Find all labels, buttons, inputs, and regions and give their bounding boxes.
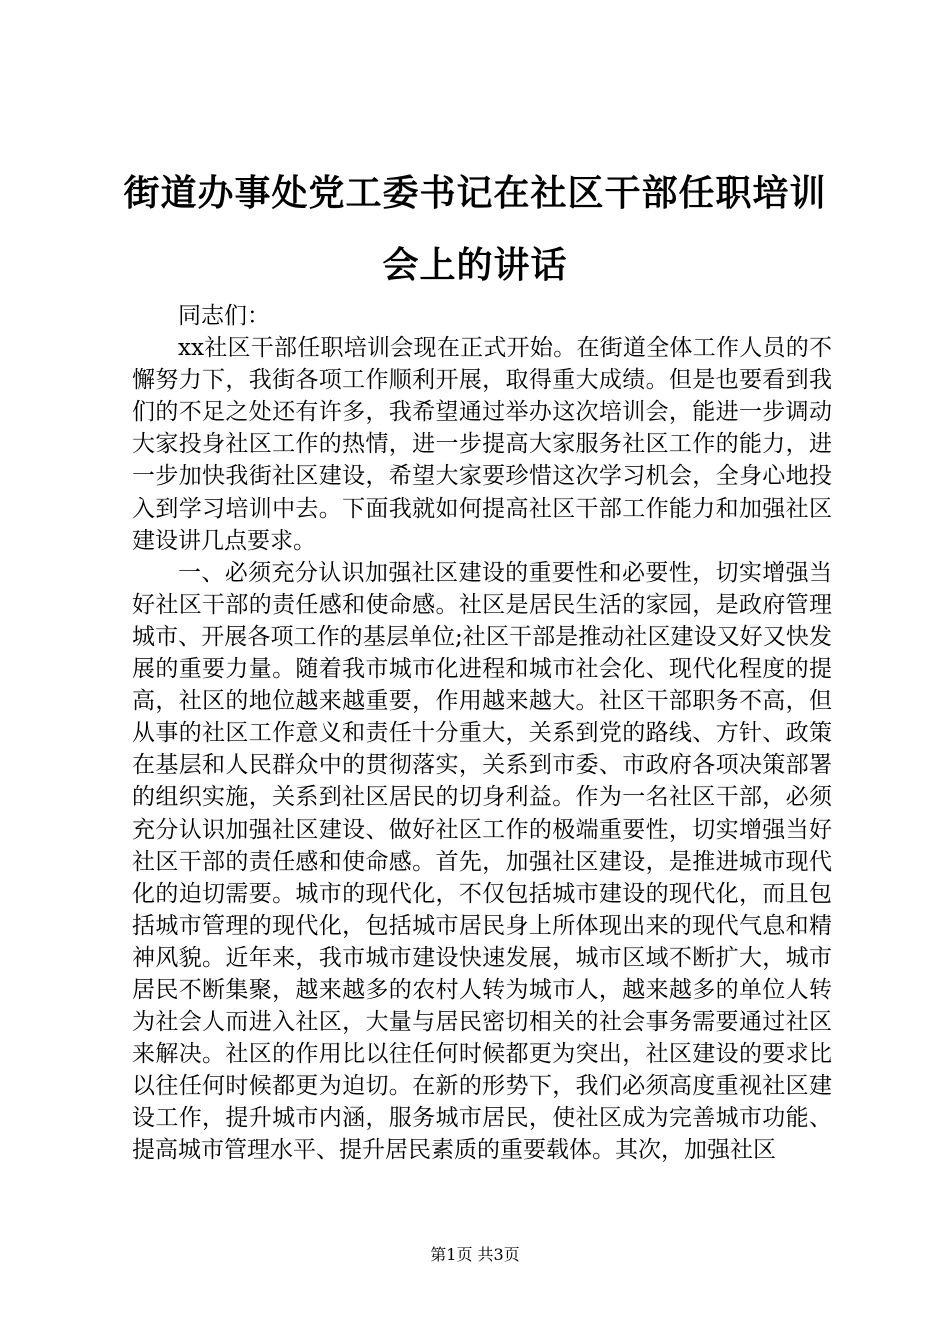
paragraph-section-one: 一、必须充分认识加强社区建设的重要性和必要性，切实增强当好社区干部的责任感和使命感。社区是居民生活的家园，是政府管理城市、开展各项工作的基层单位;社区干部是推动社区建设又好又快发展的重要力量。随着我市城市化进程和城市社会化、现代化程度的提高，社区的地位越来越重要，作用越来越大。社区干部职务不高，但从事的社区工作意义和责任十分重大，关系到党的路线、方针、政策在基层和人民群众中的贯彻落实，关系到市委、市政府各项决策部署的组织实施，关系到社区居民的切身利益。作为一名社区干部，必须充分认识加强社区建设、做好社区工作的极端重要性，切实增强当好社区干部的责任感和使命感。首先，加强社区建设，是推进城市现代化的迫切需要。城市的现代化，不仅包括城市建设的现代化，而且包括城市管理的现代化，包括城市居民身上所体现出来的现代气息和精神风貌。近年来，我市城市建设快速发展，城市区域不断扩大，城市居民不断集聚，越来越多的农村人转为城市人，越来越多的单位人转为社会人而进入社区，大量与居民密切相关的社会事务需要通过社区来解决。社区的作用比以往任何时候都更为突出，社区建设的要求比以往任何时候都更为迫切。在新的形势下，我们必须高度重视社区建设工作，提升城市内涵，服务城市居民，使社区成为完善城市功能、提高城市管理水平、提升居民素质的重要载体。其次，加强社区	[132, 559, 832, 1164]
page-number: 第1页 共3页	[430, 1245, 520, 1264]
document-title: 街道办事处党工委书记在社区干部任职培训会上的讲话	[123, 173, 827, 286]
document-body	[132, 300, 832, 1167]
paragraph-intro: xx社区干部任职培训会现在正式开始。在街道全体工作人员的不懈努力下，我街各项工作顺利开展，取得重大成绩。但是也要看到我们的不足之处还有许多，我希望通过举办这次培训会，能进一步调动大家投身社区工作的热情，进一步提高大家服务社区工作的能力，进一步加快我街社区建设，希望大家要珍惜这次学习机会，全身心地投入到学习培训中去。下面我就如何提高社区干部工作能力和加强社区建设讲几点要求。	[132, 335, 832, 554]
salutation: 同志们：	[178, 303, 270, 329]
